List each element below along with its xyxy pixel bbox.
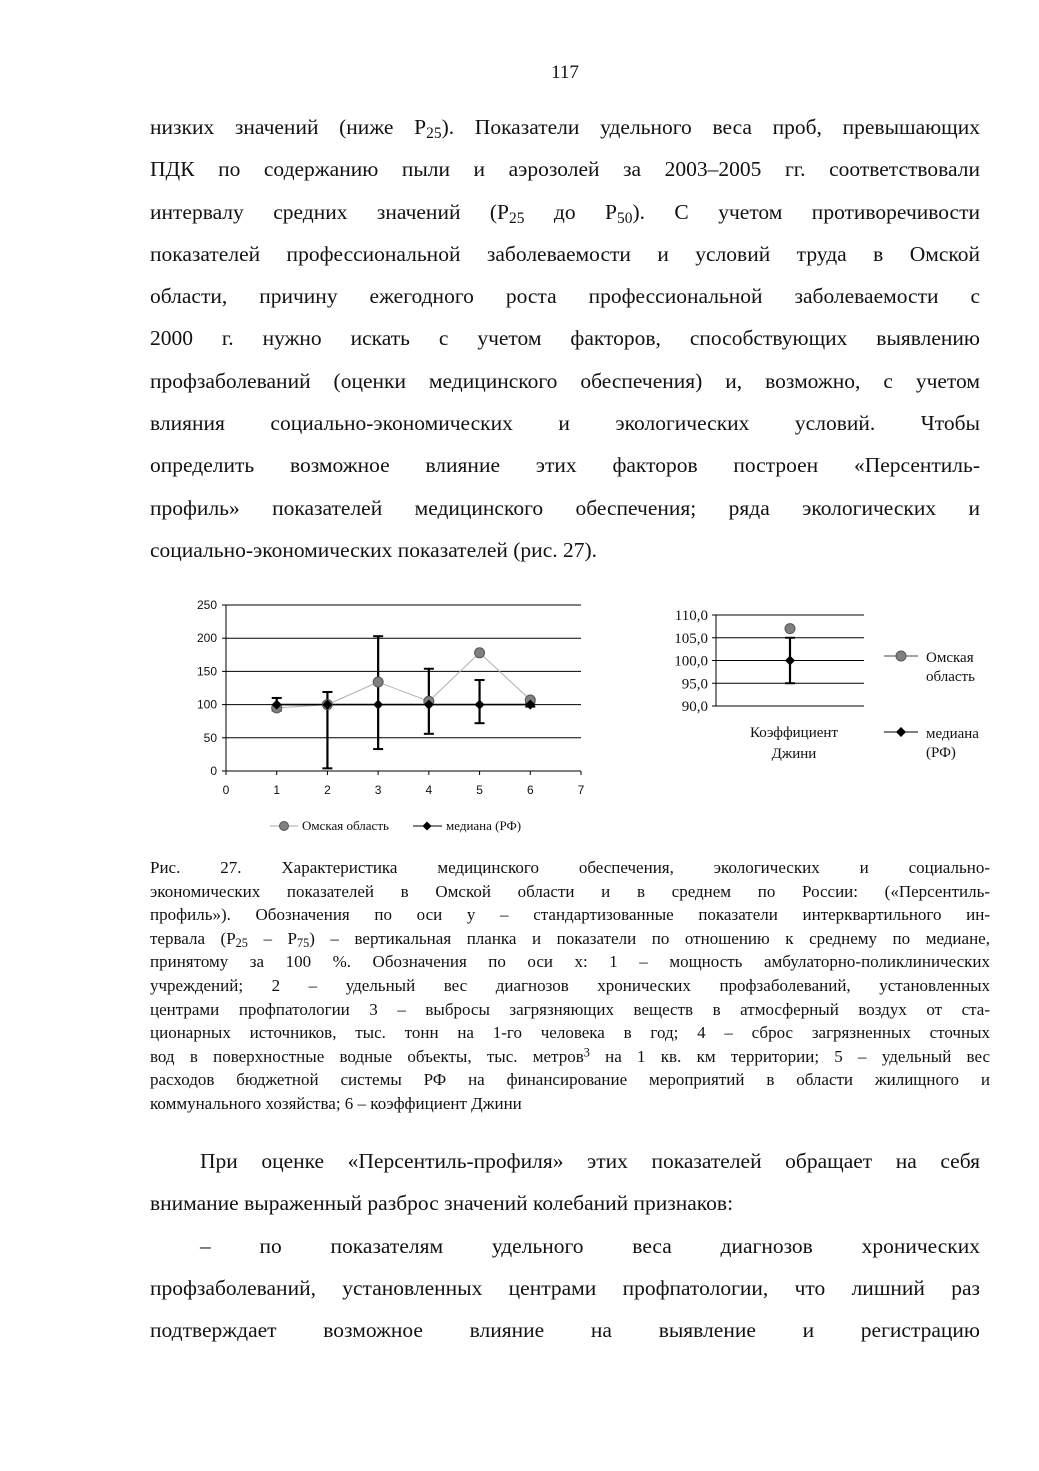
omsk-series-line [277,653,531,708]
caption-line: Рис. 27. Характеристика медицинского обеспечения, экологических и социально- [150,858,990,877]
text-line: области, причину ежегодного роста профессиональной заболеваемости с [150,284,980,309]
figure-caption [150,856,990,1116]
x-tick-label: 3 [374,783,382,797]
x-tick-label: 5 [476,783,483,797]
caption-line: коммунального хозяйства; 6 – коэффициент Джини [150,1093,522,1113]
caption-line: вод в поверхностные водные объекты, тыс. метров$^3$ на 1 кв. км территории; 5 – удельный вес [150,1045,990,1066]
text-line: При оценке «Персентиль-профиля» этих показателей обращает на себя [200,1149,980,1173]
y-tick-label: 100 [196,697,217,712]
caption-line: принятому за 100 %. Обозначения по оси x: 1 – мощность амбулаторно-поликлинических [150,952,990,972]
caption-line: учреждений; 2 – удельный вес диагнозов хронических профзаболеваний, установленных [150,975,990,995]
text-line: социально-экономических показателей (рис. 27). [150,537,598,562]
legend-label-median: медиана [926,726,979,742]
y-tick-label: 95,0 [681,676,708,693]
median-marker [785,656,795,666]
legend-marker-omsk [280,822,289,831]
caption-line: расходов бюджетной системы РФ на финансирование мероприятий в области жилищного и [150,1070,990,1090]
median-marker [373,700,383,710]
y-tick-label: 110,0 [674,608,708,624]
legend-label-omsk: Омская область [302,818,389,833]
text-line: – по показателям удельного веса диагнозов хронических [200,1233,980,1258]
text-line: интервалу средних значений ($P_{25}$ до $P_{50}$). С учетом противоречивости [150,199,980,227]
gini-coefficient-chart [640,600,1010,770]
x-tick-label: 2 [324,783,331,797]
text-line: 2000 г. нужно искать с учетом факторов, способствующих выявлению [150,326,980,351]
text-line: профзаболеваний, установленных центрами профпатологии, что лишний раз [150,1275,980,1300]
percentile-profile-chart [180,590,600,840]
legend-label-omsk: область [926,669,975,685]
caption-line: центрами профпатологии 3 – выбросы загрязняющих веществ в атмосферный воздух от ста- [150,999,990,1019]
y-tick-label: 90,0 [681,699,708,715]
category-label: Коэффициент [750,725,838,741]
y-tick-label: 100,0 [674,653,708,670]
caption-line: тервала $(P_{25} - P_{75})$ – вертикальная планка и показатели по отношению к среднему по медиане, [150,928,990,950]
legend-label-median: (РФ) [926,745,956,761]
legend-label-omsk: Омская [926,650,974,666]
text-line: показателей профессиональной заболеваемости и условий труда в Омской [150,241,980,266]
x-tick-label: 0 [222,783,230,797]
x-tick-label: 1 [273,783,281,797]
text-line: влияния социально-экономических и экологических условий. Чтобы [150,411,980,436]
legend-label-median: медиана (РФ) [446,818,522,833]
paragraph-intro [150,106,980,571]
y-tick-label: 50 [203,730,217,745]
omsk-marker [373,677,383,687]
x-tick-label: 6 [526,783,534,797]
text-line: профзаболеваний (оценки медицинского обеспечения) и, возможно, с учетом [150,368,980,393]
x-tick-label: 7 [577,783,585,797]
y-tick-label: 250 [196,598,217,612]
caption-line: ционарных источников, тыс. тонн на 1-го человека в год; 4 – сброс загрязненных сточных [150,1023,990,1043]
page-number: 117 [551,62,579,83]
caption-line: профиль»). Обозначения по оси у – стандартизованные показатели интерквартильного ин- [150,905,990,925]
text-line: подтверждает возможное влияние на выявление и регистрацию [150,1318,980,1343]
y-tick-label: 200 [196,631,217,646]
omsk-marker [475,648,485,658]
omsk-marker [785,624,795,634]
text-line: определить возможное влияние этих факторов построен «Персентиль- [150,453,980,478]
y-tick-label: 150 [196,664,217,679]
text-line: внимание выраженный разброс значений колебаний признаков: [150,1191,734,1216]
text-line: профиль» показателей медицинского обеспечения; ряда экологических и [150,495,980,520]
legend-marker-median [896,727,906,737]
legend-marker-median [423,822,432,831]
legend-marker-omsk [896,651,906,661]
category-label: Джини [771,746,817,762]
x-tick-label: 4 [425,783,433,797]
text-line: низких значений (ниже $P_{25}$). Показатели удельного веса проб, превышающих [150,115,980,142]
text-line: ПДК по содержанию пыли и аэрозолей за 2003–2005 гг. соответствовали [150,157,980,182]
paragraph-analysis [150,1140,980,1351]
caption-line: экономических показателей в Омской области и в среднем по России: («Персентиль- [150,881,990,901]
y-tick-label: 0 [210,764,217,778]
median-marker [475,700,485,710]
y-tick-label: 105,0 [674,630,708,647]
